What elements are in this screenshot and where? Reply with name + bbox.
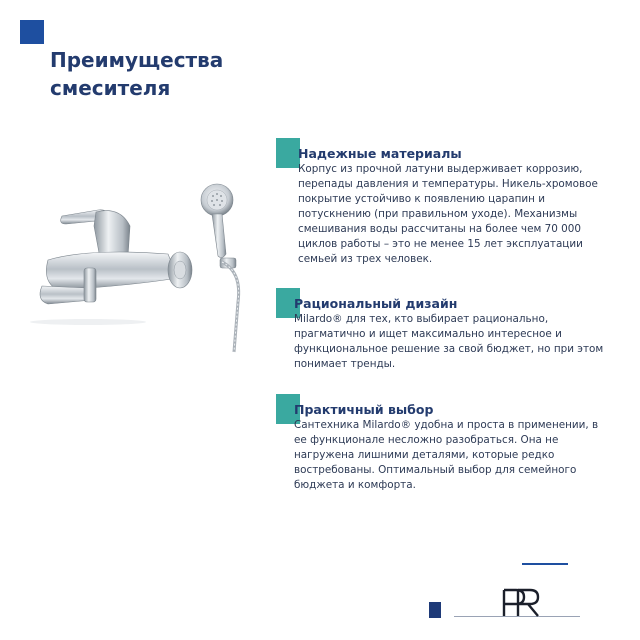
feature-text: Milardo® для тех, кто выбирает рационально, прагматично и ищет максимально интересное и функциональное решение за свой бюджет, но при этом понимает тренды.	[294, 313, 604, 370]
feature-reliable-materials	[294, 146, 614, 267]
brand-monogram-logo	[500, 586, 542, 620]
feature-title: Надежные материалы	[298, 146, 462, 161]
feature-text: Сантехника Milardo® удобна и проста в применении, в ее функционале несложно разобраться. Она не нагружена лишними деталями, которые редко востребованы. Оптимальный выбор для семейного бюджета и комфорта.	[294, 419, 599, 491]
feature-title: Рациональный дизайн	[294, 296, 458, 311]
faucet-with-shower-illustration	[28, 182, 258, 357]
decorative-line	[522, 563, 568, 565]
corner-accent-square	[20, 20, 44, 44]
feature-title: Практичный выбор	[294, 402, 434, 417]
feature-text: Корпус из прочной латуни выдерживает коррозию, перепады давления и температуры. Никель-хромовое покрытие устойчиво к появлению царапин и потускнению (при правильном уходе). Механизмы смешивания воды рассчитаны на более чем 70 000 циклов работы – это не менее 15 лет эксплуатации семьей из трех человек.	[298, 163, 598, 265]
feature-rational-design	[294, 296, 614, 372]
feature-practical-choice	[294, 402, 614, 493]
footer-accent-square	[429, 602, 441, 618]
page-title: Преимущества смесителя	[50, 48, 224, 100]
